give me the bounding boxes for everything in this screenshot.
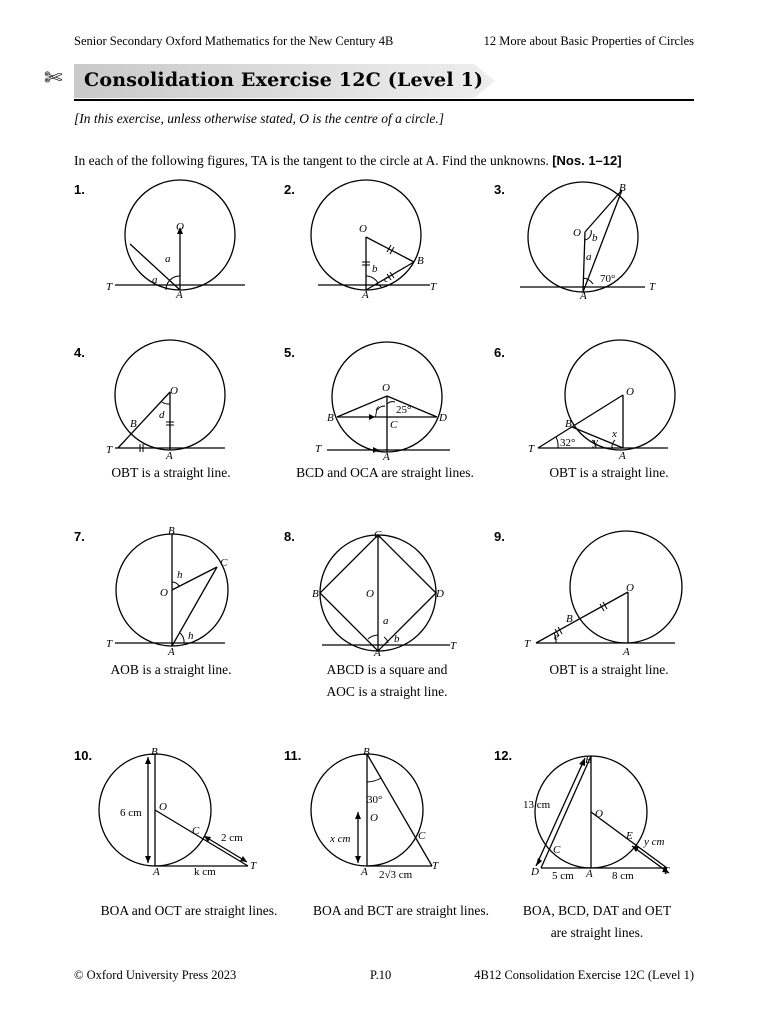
figure-label: D [436,588,444,600]
figure-label: D [439,412,447,424]
figure-label: C [390,419,398,431]
figure-label: T [106,444,113,456]
figure-label: O [159,801,167,813]
figure-label: O [170,385,178,397]
footer-copyright: © Oxford University Press 2023 [74,968,237,982]
figure-label: d [159,409,165,421]
header-book-title: Senior Secondary Oxford Mathematics for the New Century 4B [74,34,394,48]
figure-label: 32° [560,437,576,449]
figure-label: x cm [330,833,351,845]
figure-label: k cm [194,866,216,878]
figure-label: y [593,436,598,448]
question-number-9: 9. [494,529,505,544]
figure-label: O [366,588,374,600]
figure-label: C [418,830,426,842]
figure-label: O [370,812,378,824]
figure-label: A [623,646,630,658]
figure-label: A [619,450,626,462]
title-rule [74,99,694,101]
figure-label: A [362,289,369,301]
exercise-note: [In this exercise, unless otherwise stated, O is the centre of a circle.] [74,111,445,126]
figure-label: C [374,529,382,541]
figure-label: T [528,443,535,455]
figure-label: A [586,868,593,880]
figure-label: O [359,223,367,235]
figure-label: b [592,232,598,244]
figure-label: T [250,860,257,872]
figure-label: T [649,281,656,293]
figure-label: b [372,263,378,275]
figure-label: B [566,613,573,625]
figure-label: O [176,221,184,233]
figure-label: 8 cm [612,870,634,882]
figure-label: O [595,808,603,820]
figure-label: a [586,251,592,263]
header-chapter-title: 12 More about Basic Properties of Circles [483,34,694,48]
question-number-12: 12. [494,748,513,763]
figure-label: h [177,569,183,581]
figure-label: T [450,640,457,652]
scissors-icon: ✄ [44,66,63,91]
figure-label: O [573,227,581,239]
caption-6: OBT is a straight line. [549,465,669,480]
figure-label: O [160,587,168,599]
figure-label: B [312,588,319,600]
figure-label: E [626,830,633,842]
figure-label: 13 cm [523,799,551,811]
figure-11 [310,745,480,885]
figure-label: T [315,443,322,455]
figure-label: A [374,647,381,659]
figure-label: x [612,428,617,440]
figure-label: 25° [396,404,412,416]
question-number-11: 11. [284,748,302,763]
figure-label: 2√3 cm [379,869,413,881]
figure-label: B [619,182,626,194]
figure-10 [100,745,280,885]
figure-12 [515,745,690,885]
figure-label: h [188,630,194,642]
question-number-10: 10. [74,748,93,763]
figure-label: 30° [367,794,383,806]
figure-label: b [394,633,400,645]
figure-label: a [383,615,389,627]
caption-11: BOA and BCT are straight lines. [313,903,489,918]
figure-label: T [430,281,437,293]
figure-9 [520,525,680,660]
figure-8 [310,525,470,660]
figure-label: A [361,866,368,878]
figure-label: D [531,866,539,878]
figure-label: B [151,746,158,758]
caption-5: BCD and OCA are straight lines. [296,465,474,480]
figure-label: T [106,281,113,293]
figure-label: T [106,638,113,650]
figure-label: A [166,450,173,462]
figure-label: 6 cm [120,807,142,819]
figure-label: a [152,274,158,286]
caption-7: AOB is a straight line. [110,662,232,677]
caption-9: OBT is a straight line. [549,662,669,677]
question-number-8: 8. [284,529,295,544]
figure-label: e [554,631,559,643]
figure-label: O [626,386,634,398]
figure-label: A [383,451,390,463]
question-number-7: 7. [74,529,85,544]
figure-label: A [580,290,587,302]
instruction [74,153,622,169]
figure-label: A [176,289,183,301]
figure-5 [315,340,475,465]
figure-label: C [192,825,200,837]
figure-label: O [382,382,390,394]
question-number-5: 5. [284,345,295,360]
caption-12: BOA, BCD, DAT and OET are straight lines. [522,903,672,940]
figure-7 [100,525,260,660]
figure-label: c [384,273,389,285]
instruction-range: [Nos. 1–12] [552,153,622,168]
figure-label: B [130,418,137,430]
figure-label: A [153,866,160,878]
figure-label: C [220,557,228,569]
caption-8: ABCD is a square and AOC is a straight line. [326,662,448,699]
title-banner [74,64,495,98]
figure-label: f [375,405,379,417]
footer-page-number: P.10 [370,968,392,982]
figure-3 [515,180,675,305]
figure-label: A [168,646,175,658]
question-number-4: 4. [74,345,85,360]
footer-exercise-code: 4B12 Consolidation Exercise 12C (Level 1) [474,968,694,982]
question-number-1: 1. [74,182,85,197]
figure-label: B [363,746,370,758]
figure-label: B [585,754,592,766]
figure-label: 70° [600,273,616,285]
question-number-2: 2. [284,182,295,197]
figure-label: B [417,255,424,267]
figure-label: 5 cm [552,870,574,882]
figure-label: B [565,418,572,430]
caption-4: OBT is a straight line. [111,465,231,480]
caption-10: BOA and OCT are straight lines. [100,903,278,918]
figure-label: T [663,865,670,877]
figure-2 [300,180,470,305]
figure-label: C [553,844,561,856]
figure-4 [100,340,250,465]
figure-1 [100,180,260,305]
figure-label: B [327,412,334,424]
figure-6 [520,340,680,465]
page-title: Consolidation Exercise 12C (Level 1) [84,69,484,91]
question-number-6: 6. [494,345,505,360]
figure-label: y cm [644,836,665,848]
instruction-text: In each of the following figures, TA is the tangent to the circle at A. Find the unknowns. [74,153,549,168]
figure-label: a [165,253,171,265]
question-number-3: 3. [494,182,505,197]
figure-label: T [524,638,531,650]
figure-label: B [168,525,175,537]
figure-label: 2 cm [221,832,243,844]
figure-label: T [432,860,439,872]
figure-label: O [626,582,634,594]
